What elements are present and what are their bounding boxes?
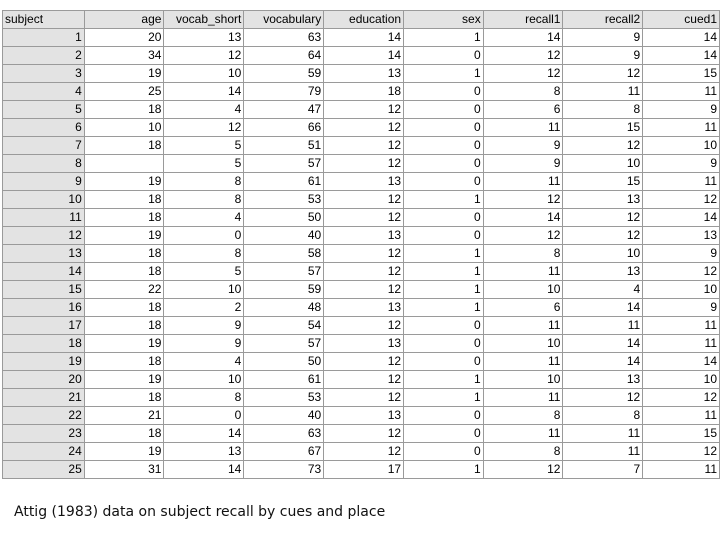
cell-vocabulary[interactable]: 61 (244, 371, 324, 389)
cell-sex[interactable]: 0 (404, 425, 484, 443)
cell-recall2[interactable]: 7 (563, 461, 643, 479)
cell-recall2[interactable]: 11 (563, 425, 643, 443)
cell-age[interactable]: 31 (84, 461, 164, 479)
caption: Attig (1983) data on subject recall by cues and place (14, 504, 386, 520)
cell-recall2[interactable]: 9 (563, 47, 643, 65)
cell-education[interactable]: 12 (324, 425, 404, 443)
table-row[interactable] (3, 335, 720, 353)
cell-vocabulary[interactable]: 53 (244, 191, 324, 209)
cell-recall2[interactable]: 9 (563, 29, 643, 47)
cell-vocabulary[interactable]: 58 (244, 245, 324, 263)
cell-sex[interactable]: 1 (404, 29, 484, 47)
cell-education[interactable]: 12 (324, 101, 404, 119)
column-header-sex[interactable]: sex (404, 11, 484, 29)
cell-recall2[interactable]: 8 (563, 407, 643, 425)
table-row[interactable] (3, 353, 720, 371)
cell-vocab-short[interactable]: 8 (164, 191, 244, 209)
table-row[interactable] (3, 371, 720, 389)
cell-age[interactable]: 18 (84, 317, 164, 335)
row-subject-cell[interactable]: 5 (3, 101, 85, 119)
column-header-cued1[interactable]: cued1 (643, 11, 720, 29)
table-row[interactable] (3, 281, 720, 299)
cell-age[interactable]: 25 (84, 83, 164, 101)
cell-sex[interactable]: 1 (404, 389, 484, 407)
table-row[interactable] (3, 209, 720, 227)
column-header-vocab-short[interactable]: vocab_short (164, 11, 244, 29)
table-row[interactable] (3, 317, 720, 335)
cell-vocabulary[interactable]: 57 (244, 263, 324, 281)
cell-sex[interactable]: 0 (404, 101, 484, 119)
column-header-age[interactable]: age (84, 11, 164, 29)
cell-cued1[interactable]: 11 (643, 407, 720, 425)
cell-vocabulary[interactable]: 63 (244, 425, 324, 443)
cell-vocab-short[interactable]: 2 (164, 299, 244, 317)
cell-recall2[interactable]: 13 (563, 263, 643, 281)
table-row[interactable] (3, 425, 720, 443)
cell-recall1[interactable]: 8 (483, 83, 563, 101)
cell-recall2[interactable]: 14 (563, 335, 643, 353)
cell-sex[interactable]: 1 (404, 65, 484, 83)
cell-recall2[interactable]: 13 (563, 191, 643, 209)
cell-age[interactable]: 18 (84, 101, 164, 119)
table-row[interactable] (3, 191, 720, 209)
cell-cued1[interactable]: 12 (643, 191, 720, 209)
cell-age[interactable]: 18 (84, 191, 164, 209)
cell-sex[interactable]: 1 (404, 461, 484, 479)
cell-recall1[interactable]: 9 (483, 155, 563, 173)
cell-cued1[interactable]: 11 (643, 335, 720, 353)
cell-education[interactable]: 13 (324, 407, 404, 425)
cell-sex[interactable]: 1 (404, 191, 484, 209)
cell-age[interactable]: 18 (84, 245, 164, 263)
cell-vocabulary[interactable]: 54 (244, 317, 324, 335)
cell-recall2[interactable]: 13 (563, 371, 643, 389)
cell-age[interactable]: 19 (84, 65, 164, 83)
cell-recall2[interactable]: 11 (563, 443, 643, 461)
cell-age[interactable]: 18 (84, 209, 164, 227)
cell-education[interactable]: 12 (324, 191, 404, 209)
column-header-vocabulary[interactable]: vocabulary (244, 11, 324, 29)
cell-cued1[interactable]: 12 (643, 443, 720, 461)
cell-sex[interactable]: 0 (404, 335, 484, 353)
cell-recall1[interactable]: 6 (483, 299, 563, 317)
table-row[interactable] (3, 173, 720, 191)
cell-sex[interactable]: 0 (404, 137, 484, 155)
cell-vocab-short[interactable]: 12 (164, 119, 244, 137)
cell-vocabulary[interactable]: 53 (244, 389, 324, 407)
cell-education[interactable]: 12 (324, 281, 404, 299)
cell-vocabulary[interactable]: 40 (244, 227, 324, 245)
table-row[interactable] (3, 245, 720, 263)
cell-education[interactable]: 12 (324, 389, 404, 407)
cell-sex[interactable]: 0 (404, 173, 484, 191)
cell-vocab-short[interactable]: 4 (164, 209, 244, 227)
table-row[interactable] (3, 101, 720, 119)
cell-cued1[interactable]: 11 (643, 83, 720, 101)
cell-recall1[interactable]: 11 (483, 119, 563, 137)
cell-recall2[interactable]: 10 (563, 155, 643, 173)
cell-cued1[interactable]: 11 (643, 119, 720, 137)
row-subject-cell[interactable]: 23 (3, 425, 85, 443)
cell-education[interactable]: 13 (324, 335, 404, 353)
cell-cued1[interactable]: 9 (643, 155, 720, 173)
cell-age[interactable]: 22 (84, 281, 164, 299)
table-row[interactable] (3, 65, 720, 83)
cell-recall1[interactable]: 6 (483, 101, 563, 119)
cell-vocab-short[interactable]: 14 (164, 461, 244, 479)
row-subject-cell[interactable]: 1 (3, 29, 85, 47)
cell-vocab-short[interactable]: 10 (164, 371, 244, 389)
cell-recall2[interactable]: 11 (563, 83, 643, 101)
cell-cued1[interactable]: 14 (643, 209, 720, 227)
cell-education[interactable]: 13 (324, 299, 404, 317)
table-row[interactable] (3, 407, 720, 425)
cell-sex[interactable]: 0 (404, 407, 484, 425)
cell-vocabulary[interactable]: 57 (244, 335, 324, 353)
cell-sex[interactable]: 0 (404, 83, 484, 101)
cell-vocabulary[interactable]: 40 (244, 407, 324, 425)
cell-age[interactable]: 18 (84, 299, 164, 317)
cell-education[interactable]: 12 (324, 245, 404, 263)
cell-age[interactable]: 10 (84, 119, 164, 137)
cell-vocabulary[interactable]: 61 (244, 173, 324, 191)
table-row[interactable] (3, 389, 720, 407)
data-grid (2, 10, 720, 479)
cell-sex[interactable]: 0 (404, 443, 484, 461)
cell-vocabulary[interactable]: 59 (244, 281, 324, 299)
row-subject-cell[interactable]: 6 (3, 119, 85, 137)
cell-vocabulary[interactable]: 51 (244, 137, 324, 155)
cell-cued1[interactable]: 13 (643, 227, 720, 245)
row-subject-cell[interactable]: 12 (3, 227, 85, 245)
cell-age[interactable]: 21 (84, 407, 164, 425)
cell-cued1[interactable]: 14 (643, 353, 720, 371)
cell-age[interactable]: 19 (84, 173, 164, 191)
cell-recall2[interactable]: 14 (563, 299, 643, 317)
cell-recall1[interactable]: 14 (483, 29, 563, 47)
row-subject-cell[interactable]: 11 (3, 209, 85, 227)
cell-age[interactable]: 19 (84, 227, 164, 245)
row-subject-cell[interactable]: 22 (3, 407, 85, 425)
cell-recall1[interactable]: 8 (483, 443, 563, 461)
cell-recall2[interactable]: 14 (563, 353, 643, 371)
row-subject-cell[interactable]: 13 (3, 245, 85, 263)
cell-age[interactable]: 20 (84, 29, 164, 47)
cell-age[interactable]: 18 (84, 389, 164, 407)
cell-vocab-short[interactable]: 5 (164, 137, 244, 155)
table-row[interactable] (3, 299, 720, 317)
row-subject-cell[interactable]: 14 (3, 263, 85, 281)
table-row[interactable] (3, 119, 720, 137)
cell-recall1[interactable]: 11 (483, 389, 563, 407)
cell-recall1[interactable]: 8 (483, 407, 563, 425)
cell-cued1[interactable]: 9 (643, 299, 720, 317)
cell-sex[interactable]: 1 (404, 299, 484, 317)
cell-recall1[interactable]: 11 (483, 317, 563, 335)
cell-sex[interactable]: 1 (404, 245, 484, 263)
cell-recall2[interactable]: 12 (563, 209, 643, 227)
cell-sex[interactable]: 0 (404, 47, 484, 65)
table-row[interactable] (3, 461, 720, 479)
cell-vocab-short[interactable]: 9 (164, 335, 244, 353)
cell-vocab-short[interactable]: 13 (164, 29, 244, 47)
cell-recall1[interactable]: 12 (483, 461, 563, 479)
cell-recall1[interactable]: 10 (483, 371, 563, 389)
cell-cued1[interactable]: 10 (643, 371, 720, 389)
cell-education[interactable]: 12 (324, 443, 404, 461)
cell-vocabulary[interactable]: 66 (244, 119, 324, 137)
cell-age[interactable]: 34 (84, 47, 164, 65)
cell-vocab-short[interactable]: 9 (164, 317, 244, 335)
cell-sex[interactable]: 1 (404, 371, 484, 389)
table-row[interactable] (3, 155, 720, 173)
cell-sex[interactable]: 1 (404, 263, 484, 281)
cell-education[interactable]: 12 (324, 155, 404, 173)
cell-recall2[interactable]: 11 (563, 317, 643, 335)
cell-recall2[interactable]: 4 (563, 281, 643, 299)
cell-vocabulary[interactable]: 79 (244, 83, 324, 101)
cell-sex[interactable]: 0 (404, 119, 484, 137)
cell-recall1[interactable]: 10 (483, 335, 563, 353)
cell-vocabulary[interactable]: 59 (244, 65, 324, 83)
cell-recall1[interactable]: 11 (483, 263, 563, 281)
cell-vocab-short[interactable]: 8 (164, 245, 244, 263)
cell-age[interactable]: 19 (84, 443, 164, 461)
cell-vocab-short[interactable]: 14 (164, 83, 244, 101)
cell-cued1[interactable]: 12 (643, 389, 720, 407)
cell-recall1[interactable]: 8 (483, 245, 563, 263)
row-subject-cell[interactable]: 24 (3, 443, 85, 461)
cell-recall1[interactable]: 11 (483, 353, 563, 371)
table-row[interactable] (3, 263, 720, 281)
cell-recall1[interactable]: 14 (483, 209, 563, 227)
cell-cued1[interactable]: 11 (643, 461, 720, 479)
table-row[interactable] (3, 29, 720, 47)
cell-vocabulary[interactable]: 63 (244, 29, 324, 47)
cell-sex[interactable]: 0 (404, 209, 484, 227)
cell-education[interactable]: 17 (324, 461, 404, 479)
cell-cued1[interactable]: 14 (643, 47, 720, 65)
row-subject-cell[interactable]: 15 (3, 281, 85, 299)
cell-sex[interactable]: 0 (404, 317, 484, 335)
cell-vocabulary[interactable]: 73 (244, 461, 324, 479)
cell-education[interactable]: 12 (324, 209, 404, 227)
cell-vocabulary[interactable]: 48 (244, 299, 324, 317)
cell-cued1[interactable]: 10 (643, 281, 720, 299)
row-subject-cell[interactable]: 20 (3, 371, 85, 389)
cell-age[interactable]: 19 (84, 335, 164, 353)
row-subject-cell[interactable]: 7 (3, 137, 85, 155)
row-subject-cell[interactable]: 3 (3, 65, 85, 83)
cell-education[interactable]: 13 (324, 173, 404, 191)
cell-recall1[interactable]: 10 (483, 281, 563, 299)
cell-recall2[interactable]: 8 (563, 101, 643, 119)
cell-recall2[interactable]: 12 (563, 389, 643, 407)
column-header-recall2[interactable]: recall2 (563, 11, 643, 29)
cell-recall2[interactable]: 12 (563, 227, 643, 245)
data-table (2, 10, 720, 479)
cell-recall1[interactable]: 12 (483, 191, 563, 209)
cell-vocab-short[interactable]: 5 (164, 263, 244, 281)
cell-cued1[interactable]: 15 (643, 65, 720, 83)
cell-recall1[interactable]: 12 (483, 227, 563, 245)
cell-education[interactable]: 12 (324, 317, 404, 335)
cell-recall1[interactable]: 9 (483, 137, 563, 155)
row-subject-cell[interactable]: 25 (3, 461, 85, 479)
row-subject-cell[interactable]: 4 (3, 83, 85, 101)
table-row[interactable] (3, 443, 720, 461)
table-row[interactable] (3, 137, 720, 155)
cell-age[interactable] (84, 155, 164, 173)
column-header-education[interactable]: education (324, 11, 404, 29)
cell-cued1[interactable]: 9 (643, 245, 720, 263)
cell-vocab-short[interactable]: 8 (164, 173, 244, 191)
row-subject-cell[interactable]: 10 (3, 191, 85, 209)
cell-age[interactable]: 18 (84, 425, 164, 443)
cell-cued1[interactable]: 9 (643, 101, 720, 119)
cell-sex[interactable]: 0 (404, 155, 484, 173)
header-row (3, 11, 720, 29)
table-row[interactable] (3, 47, 720, 65)
column-header-subject[interactable]: subject (3, 11, 85, 29)
cell-cued1[interactable]: 10 (643, 137, 720, 155)
cell-vocabulary[interactable]: 47 (244, 101, 324, 119)
cell-age[interactable]: 18 (84, 137, 164, 155)
cell-age[interactable]: 18 (84, 353, 164, 371)
cell-vocab-short[interactable]: 8 (164, 389, 244, 407)
cell-education[interactable]: 12 (324, 263, 404, 281)
cell-recall2[interactable]: 10 (563, 245, 643, 263)
cell-vocabulary[interactable]: 67 (244, 443, 324, 461)
cell-education[interactable]: 14 (324, 29, 404, 47)
cell-sex[interactable]: 0 (404, 353, 484, 371)
cell-vocab-short[interactable]: 14 (164, 425, 244, 443)
cell-vocab-short[interactable]: 10 (164, 281, 244, 299)
row-subject-cell[interactable]: 18 (3, 335, 85, 353)
cell-education[interactable]: 18 (324, 83, 404, 101)
row-subject-cell[interactable]: 9 (3, 173, 85, 191)
cell-vocab-short[interactable]: 0 (164, 227, 244, 245)
cell-recall1[interactable]: 12 (483, 47, 563, 65)
cell-education[interactable]: 13 (324, 227, 404, 245)
cell-cued1[interactable]: 15 (643, 425, 720, 443)
cell-sex[interactable]: 0 (404, 227, 484, 245)
cell-cued1[interactable]: 14 (643, 29, 720, 47)
column-header-recall1[interactable]: recall1 (483, 11, 563, 29)
cell-recall2[interactable]: 12 (563, 65, 643, 83)
cell-vocabulary[interactable]: 64 (244, 47, 324, 65)
cell-education[interactable]: 14 (324, 47, 404, 65)
cell-education[interactable]: 12 (324, 353, 404, 371)
cell-sex[interactable]: 1 (404, 281, 484, 299)
cell-recall2[interactable]: 15 (563, 173, 643, 191)
cell-education[interactable]: 12 (324, 119, 404, 137)
cell-education[interactable]: 12 (324, 371, 404, 389)
table-row[interactable] (3, 83, 720, 101)
cell-cued1[interactable]: 11 (643, 317, 720, 335)
row-subject-cell[interactable]: 19 (3, 353, 85, 371)
cell-vocab-short[interactable]: 13 (164, 443, 244, 461)
row-subject-cell[interactable]: 17 (3, 317, 85, 335)
row-subject-cell[interactable]: 8 (3, 155, 85, 173)
cell-recall2[interactable]: 12 (563, 137, 643, 155)
cell-vocab-short[interactable]: 5 (164, 155, 244, 173)
cell-recall1[interactable]: 12 (483, 65, 563, 83)
row-subject-cell[interactable]: 21 (3, 389, 85, 407)
cell-education[interactable]: 13 (324, 65, 404, 83)
cell-vocab-short[interactable]: 0 (164, 407, 244, 425)
cell-vocab-short[interactable]: 12 (164, 47, 244, 65)
cell-education[interactable]: 12 (324, 137, 404, 155)
cell-cued1[interactable]: 12 (643, 263, 720, 281)
cell-recall2[interactable]: 15 (563, 119, 643, 137)
row-subject-cell[interactable]: 2 (3, 47, 85, 65)
cell-age[interactable]: 19 (84, 371, 164, 389)
cell-vocabulary[interactable]: 50 (244, 209, 324, 227)
cell-vocabulary[interactable]: 57 (244, 155, 324, 173)
cell-vocabulary[interactable]: 50 (244, 353, 324, 371)
grid-body (3, 29, 720, 479)
row-subject-cell[interactable]: 16 (3, 299, 85, 317)
cell-age[interactable]: 18 (84, 263, 164, 281)
cell-cued1[interactable]: 11 (643, 173, 720, 191)
cell-recall1[interactable]: 11 (483, 425, 563, 443)
cell-recall1[interactable]: 11 (483, 173, 563, 191)
cell-vocab-short[interactable]: 4 (164, 101, 244, 119)
cell-vocab-short[interactable]: 4 (164, 353, 244, 371)
table-row[interactable] (3, 227, 720, 245)
cell-vocab-short[interactable]: 10 (164, 65, 244, 83)
